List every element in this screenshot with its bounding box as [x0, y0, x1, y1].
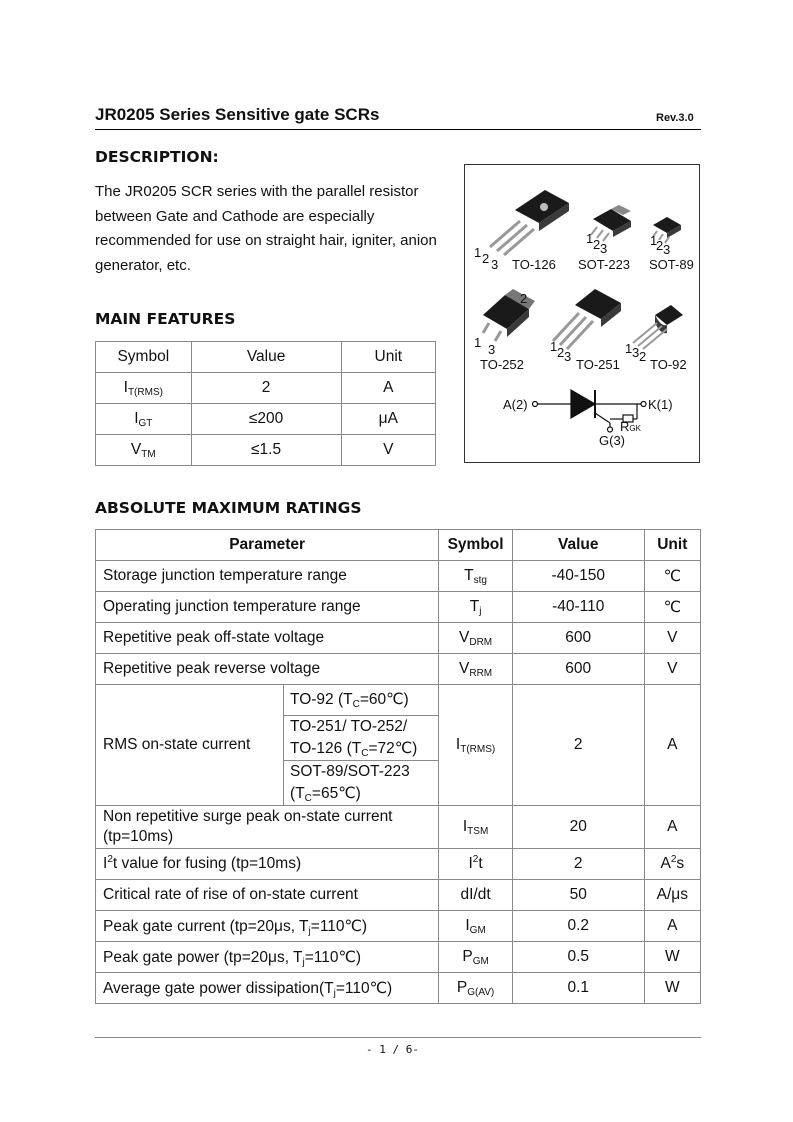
pin-label: 1 — [586, 231, 594, 246]
table-header-row — [96, 342, 436, 373]
parameter-cell: Critical rate of rise of on-state current — [96, 880, 439, 911]
table-row — [96, 561, 701, 592]
pin-label: 2 — [639, 349, 647, 364]
to92-package-icon — [633, 305, 683, 349]
symbol-cell: $I^2t$ — [439, 849, 513, 880]
table-row — [96, 685, 701, 716]
symbol-cell: $V_{DRM}$ — [439, 623, 513, 654]
ratings-table — [95, 529, 701, 1004]
unit-cell: V — [341, 435, 435, 466]
header-cell: Value — [512, 530, 644, 561]
pin-label: 2 — [557, 345, 565, 360]
anode-label: A(2) — [503, 397, 528, 412]
unit-cell: V — [644, 623, 700, 654]
symbol-cell: $I_{GM}$ — [439, 911, 513, 942]
pin-label: 2 — [520, 291, 528, 306]
symbol-cell: $I_{T(RMS)}$ — [439, 685, 513, 806]
unit-cell: A — [644, 911, 700, 942]
unit-cell: A/μs — [644, 880, 700, 911]
value-cell: ≤1.5 — [191, 435, 341, 466]
unit-cell: μA — [341, 404, 435, 435]
symbol-cell: $I_{GT}$ — [96, 404, 192, 435]
to252-label: TO-252 — [480, 357, 524, 372]
footer-divider — [95, 1037, 701, 1038]
value-cell: 600 — [512, 654, 644, 685]
header-cell: Unit — [341, 342, 435, 373]
header-cell: Value — [191, 342, 341, 373]
value-cell: 20 — [512, 806, 644, 849]
unit-cell: V — [644, 654, 700, 685]
unit-cell: ℃ — [644, 592, 700, 623]
table-row — [96, 623, 701, 654]
pin-label: 1 — [474, 245, 482, 260]
to251-package-icon — [553, 289, 621, 349]
header-cell: Symbol — [439, 530, 513, 561]
table-row — [96, 806, 701, 849]
header-cell: Symbol — [96, 342, 192, 373]
unit-cell: A — [644, 806, 700, 849]
symbol-cell: dI/dt — [439, 880, 513, 911]
cathode-label: K(1) — [648, 397, 673, 412]
unit-cell: $A^2s$ — [644, 849, 700, 880]
table-row — [96, 404, 436, 435]
symbol-cell: $P_{GM}$ — [439, 942, 513, 973]
table-row — [96, 373, 436, 404]
sot89-label: SOT-89 — [649, 257, 694, 272]
parameter-cell: Repetitive peak reverse voltage — [96, 654, 439, 685]
unit-cell: W — [644, 942, 700, 973]
value-cell: -40-150 — [512, 561, 644, 592]
parameter-cell: RMS on-state current — [96, 685, 284, 806]
table-row — [96, 654, 701, 685]
table-row — [96, 435, 436, 466]
revision-label: Rev.3.0 — [656, 112, 694, 124]
page-number: - 1 / 6- — [366, 1043, 419, 1056]
package-illustration — [465, 165, 699, 462]
pin-label: 2 — [482, 251, 490, 266]
parameter-cell: $I^2t$ value for fusing (tp=10ms) — [96, 849, 439, 880]
value-cell: 0.1 — [512, 973, 644, 1004]
pin-label: 3 — [632, 345, 640, 360]
package-condition-cell: TO-92 $(T_C=60℃)$ — [284, 685, 439, 716]
symbol-cell: $P_{G(AV)}$ — [439, 973, 513, 1004]
table-row — [96, 880, 701, 911]
pin-label: 2 — [593, 237, 601, 252]
parameter-cell: Storage junction temperature range — [96, 561, 439, 592]
symbol-cell: $V_{RRM}$ — [439, 654, 513, 685]
description-heading: DESCRIPTION: — [95, 148, 219, 166]
symbol-cell: $T_{stg}$ — [439, 561, 513, 592]
symbol-cell: $I_{TSM}$ — [439, 806, 513, 849]
pin-label: 1 — [650, 233, 658, 248]
pin-label: 3 — [491, 257, 499, 272]
pin-label: 1 — [474, 335, 482, 350]
table-header-row — [96, 530, 701, 561]
header-divider — [95, 129, 701, 130]
pin-label: 1 — [550, 339, 558, 354]
value-cell: 2 — [191, 373, 341, 404]
pin-label: 1 — [625, 341, 633, 356]
main-features-table — [95, 341, 436, 466]
description-text: The JR0205 SCR series with the parallel resistor between Gate and Cathode are especially recommended for use on straight hair, igniter, anion generator, etc. — [95, 183, 437, 274]
symbol-cell: $T_j$ — [439, 592, 513, 623]
header-cell: Parameter — [96, 530, 439, 561]
document-title: JR0205 Series Sensitive gate SCRs — [95, 105, 380, 124]
header-cell: Unit — [644, 530, 700, 561]
gate-label: G(3) — [599, 433, 625, 448]
unit-cell: W — [644, 973, 700, 1004]
parameter-cell: Non repetitive surge peak on-state current (tp=10ms) — [96, 806, 439, 849]
ratings-heading: ABSOLUTE MAXIMUM RATINGS — [95, 499, 362, 517]
parameter-cell: Average gate power $dissipation(T_j=110℃)$ — [96, 973, 439, 1004]
table-row — [96, 942, 701, 973]
package-condition-cell: TO-251/ TO-252/ TO-126 $(T_C=72℃)$ — [284, 716, 439, 761]
table-row — [96, 592, 701, 623]
to126-package-icon — [490, 190, 569, 255]
sot223-package-icon — [591, 205, 631, 241]
package-figure — [464, 164, 700, 463]
package-condition-cell: SOT-89/SOT-223 $(T_C=65℃)$ — [284, 761, 439, 806]
value-cell: 0.2 — [512, 911, 644, 942]
pin-label: 3 — [488, 342, 496, 357]
value-cell: ≤200 — [191, 404, 341, 435]
symbol-cell: $I_{T(RMS)}$ — [96, 373, 192, 404]
to126-label: TO-126 — [512, 257, 556, 272]
parameter-cell: Repetitive peak off-state voltage — [96, 623, 439, 654]
main-features-heading: MAIN FEATURES — [95, 310, 236, 328]
value-cell: 2 — [512, 685, 644, 806]
sot223-label: SOT-223 — [578, 257, 631, 272]
parameter-cell: Peak gate power (tp=20μs, $T_j=110℃$) — [96, 942, 439, 973]
symbol-cell: $V_{TM}$ — [96, 435, 192, 466]
pin-label: 2 — [656, 238, 664, 253]
pin-label: 3 — [663, 242, 671, 257]
parameter-cell: Peak gate current (tp=20μs, $T_j=110℃$) — [96, 911, 439, 942]
value-cell: -40-110 — [512, 592, 644, 623]
value-cell: 600 — [512, 623, 644, 654]
parameter-cell: Operating junction temperature range — [96, 592, 439, 623]
table-row — [96, 911, 701, 942]
table-row — [96, 849, 701, 880]
pin-label: 3 — [600, 241, 608, 256]
table-row — [96, 973, 701, 1004]
value-cell: 0.5 — [512, 942, 644, 973]
resistor-label: RGK — [620, 419, 641, 434]
value-cell: 50 — [512, 880, 644, 911]
unit-cell: ℃ — [644, 561, 700, 592]
unit-cell: A — [644, 685, 700, 806]
value-cell: 2 — [512, 849, 644, 880]
to92-label: TO-92 — [650, 357, 687, 372]
pin-label: 3 — [564, 349, 572, 364]
unit-cell: A — [341, 373, 435, 404]
to251-label: TO-251 — [576, 357, 620, 372]
